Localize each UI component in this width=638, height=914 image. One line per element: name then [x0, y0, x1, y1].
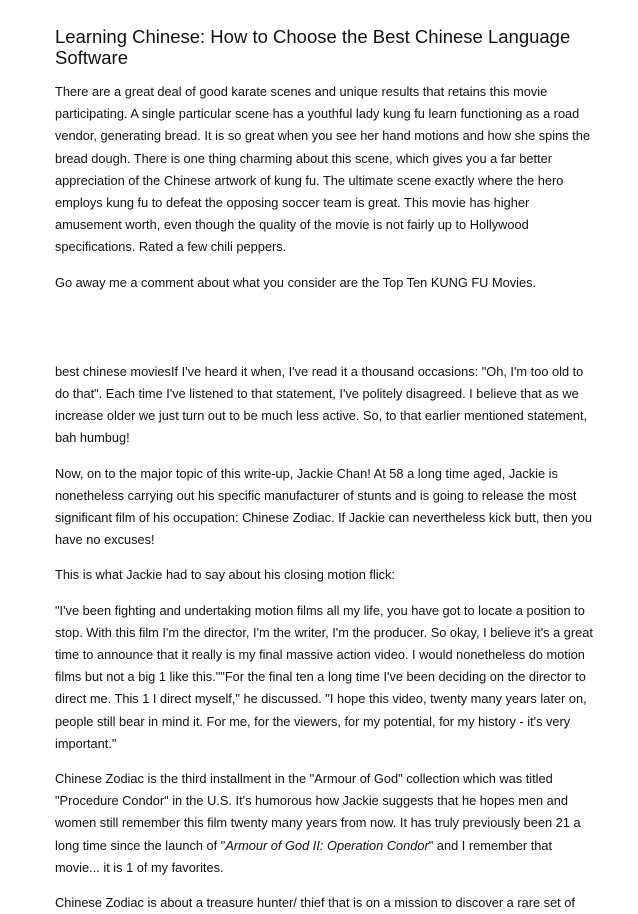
paragraph-chinese-zodiac: Chinese Zodiac is about a treasure hunter/ thief that is on a mission to discover a rare set of: [55, 895, 575, 911]
document-page: [55, 26, 595, 914]
paragraph-jackie-intro: This is what Jackie had to say about his closing motion flick:: [55, 567, 395, 583]
paragraph-comment-request: Go away me a comment about what you consider are the Top Ten KUNG FU Movies.: [55, 274, 537, 290]
paragraph-armour-of-god: [55, 768, 595, 879]
paragraph-karate-scenes: There are a great deal of good karate scenes and unique results that retains this movie participating. A single particular scene has a youthful lady kung fu learn functioning as a road vendor, generating bread. It is so great when you see her hand motions and how she spins the bread dough. There is one thing charming about this scene, which gives you a far better appreciation of the Chinese artwork of kung fu. The ultimate scene exactly where the hero employs kung fu to defeat the opposing soccer team is great. This movie has higher amusement worth, even though the quality of the movie is not fairly up to Hollywood specifications. Rated a few chili peppers.: [55, 84, 590, 255]
document-title: Learning Chinese: How to Choose the Best Chinese Language Software: [55, 26, 571, 68]
paragraph-armour-text-before: Chinese Zodiac is the third installment in the "Armour of God" collection which was titled "Procedure Condor" in the U.S. It's humorous how Jackie suggests that he hopes men and women still remember this film twenty many years from now. It has truly previously been 21 a long time since the launch of ": [55, 771, 581, 853]
paragraph-armour-text-after: " and I remember that movie... it is 1 of my favorites.: [55, 837, 553, 875]
paragraph-too-old: best chinese moviesIf I've heard it when, I've read it a thousand occasions: "Oh, I'm too old to do that". Each time I've listened to that statement, I've politely disagreed. I believe that as we increase older we just turn out to be much less active. So, to that earlier mentioned statement, bah humbug!: [55, 363, 588, 446]
film-title-italic: Armour of God II: Operation Condor: [225, 837, 429, 853]
paragraph-jackie-chan: Now, on to the major topic of this write-up, Jackie Chan! At 58 a long time aged, Jackie is nonetheless carrying out his specific manufacturer of stunts and is going to release the most significant film of his occupation: Chinese Zodiac. If Jackie can nevertheless kick butt, then you have no excuses!: [55, 465, 593, 548]
paragraph-jackie-quote: "I've been fighting and undertaking motion films all my life, you have got to locate a position to stop. With this film I'm the director, I'm the writer, I'm the producer. So okay, I believe it's a great time to announce that it really is my final massive action video. I would nonetheless do motion films but not a big 1 like this.""For the final ten a long time I've been deciding on the director to direct me. This 1 I direct myself," he discussed. "I hope this video, twenty many years later on, people still bear in mind it. For me, for the viewers, for my potential, for my history - it's very important.": [55, 602, 593, 751]
